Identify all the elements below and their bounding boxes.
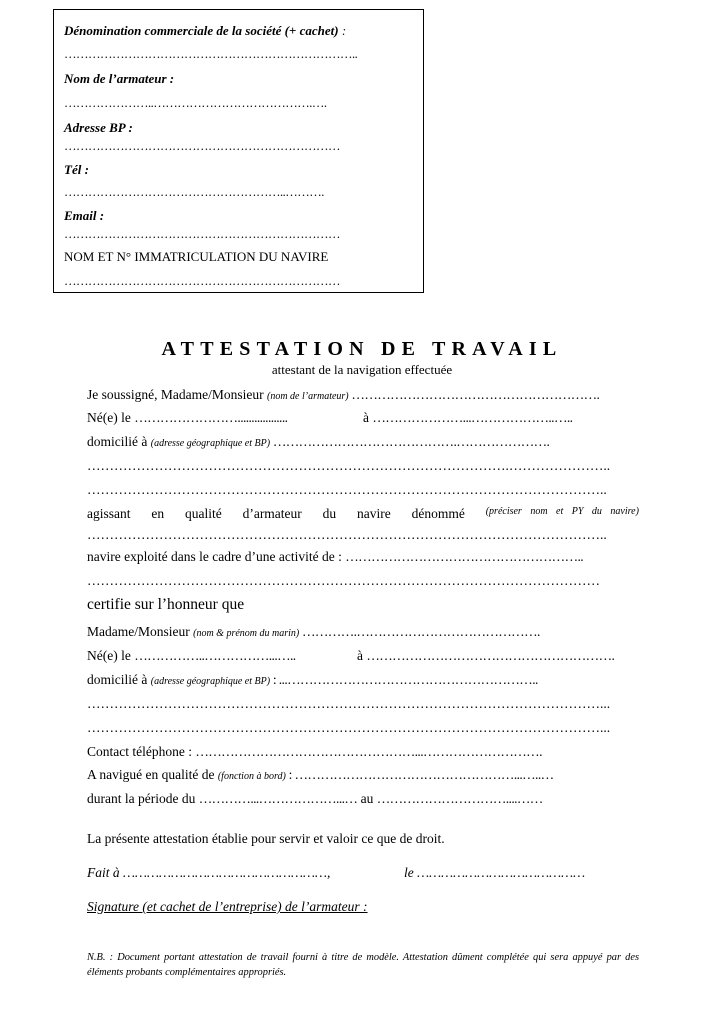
statement-text: La présente attestation établie pour servir et valoir ce que de droit. xyxy=(87,831,445,846)
certify-heading: certifie sur l’honneur que xyxy=(87,596,245,613)
signature-label: Signature (et cachet de l’entreprise) de l’armateur : xyxy=(87,899,368,914)
company-name-field[interactable]: ……………………………………………………………….. xyxy=(64,47,358,61)
owner-domicile-line[interactable]: domicilié à (adresse géographique et BP) …………………………………….…………………. xyxy=(87,434,550,449)
vessel-label: NOM ET N° IMMATRICULATION DU NAVIRE xyxy=(64,249,329,264)
company-info-box xyxy=(53,9,424,293)
sailor-name-line[interactable]: Madame/Monsieur (nom & prénom du marin) ………….……………………………………. xyxy=(87,624,540,639)
made-at-line[interactable]: Fait à ……………………………………………, le …………………………………… xyxy=(87,865,586,880)
activity-extra-line[interactable]: …………………………………………………………………………………………………… xyxy=(87,573,600,588)
owner-name-label: Nom de l’armateur : xyxy=(64,71,175,86)
footnote: N.B. : Document portant attestation de travail fourni à titre de modèle. Attestation dûment complétée qui sera appuyé par des éléments probants complémentaires appropriés. xyxy=(87,952,639,978)
vessel-name-field[interactable]: …………………………………………………………………………………………………….. xyxy=(87,527,607,542)
undersigned-line[interactable]: Je soussigné, Madame/Monsieur (nom de l’armateur) …………………………………………………. xyxy=(87,387,600,402)
sailor-phone-line[interactable]: Contact téléphone : ……………………………………………...………………………. xyxy=(87,744,542,759)
email-field[interactable]: …………………………………………………………… xyxy=(64,227,340,241)
sailor-domicile-line[interactable]: domicilié à (adresse géographique et BP) : ...………………………………………………….. xyxy=(87,672,538,687)
owner-domicile-extra-2[interactable]: …………………………………………………………………………………………………….. xyxy=(87,482,607,497)
acting-line: agissant en qualité d’armateur du navire dénommé (préciser nom et PY du navire) xyxy=(87,506,639,521)
owner-name-field[interactable]: …………………..………………………………….…. xyxy=(64,96,327,110)
sailor-domicile-extra-1[interactable]: ……………………………………………………………………………………………………... xyxy=(87,696,611,711)
address-field[interactable]: …………………………………………………………… xyxy=(64,139,340,153)
activity-line[interactable]: navire exploité dans le cadre d’une activité de : ……………………………………………….. xyxy=(87,549,584,564)
sailor-birth-line[interactable]: Né(e) le ……………..……………...….. à …………………………………………………. xyxy=(87,648,615,663)
phone-field[interactable]: ………………………………………………..………. xyxy=(64,185,324,199)
page-subtitle: attestant de la navigation effectuée xyxy=(271,362,453,377)
phone-label: Tél : xyxy=(64,162,89,177)
company-name-label: Dénomination commerciale de la société (+ cachet) : xyxy=(64,23,347,38)
address-label: Adresse BP : xyxy=(64,120,133,135)
email-label: Email : xyxy=(64,208,105,223)
period-line[interactable]: durant la période du …………...………………...… au …………………………....…… xyxy=(87,791,543,806)
page-title: ATTESTATION DE TRAVAIL xyxy=(161,338,563,360)
owner-domicile-extra-1[interactable]: ………………………………………………………………………………….………………….. xyxy=(87,458,611,473)
sailor-role-line[interactable]: A navigué en qualité de (fonction à bord) : ……………………………………………...…..… xyxy=(87,767,554,782)
sailor-domicile-extra-2[interactable]: ……………………………………………………………………………………………………... xyxy=(87,720,611,735)
vessel-field[interactable]: …………………………………………………………… xyxy=(64,274,340,288)
owner-birth-line[interactable]: Né(e) le …………………….................. à …………………...………………..….. xyxy=(87,410,573,425)
